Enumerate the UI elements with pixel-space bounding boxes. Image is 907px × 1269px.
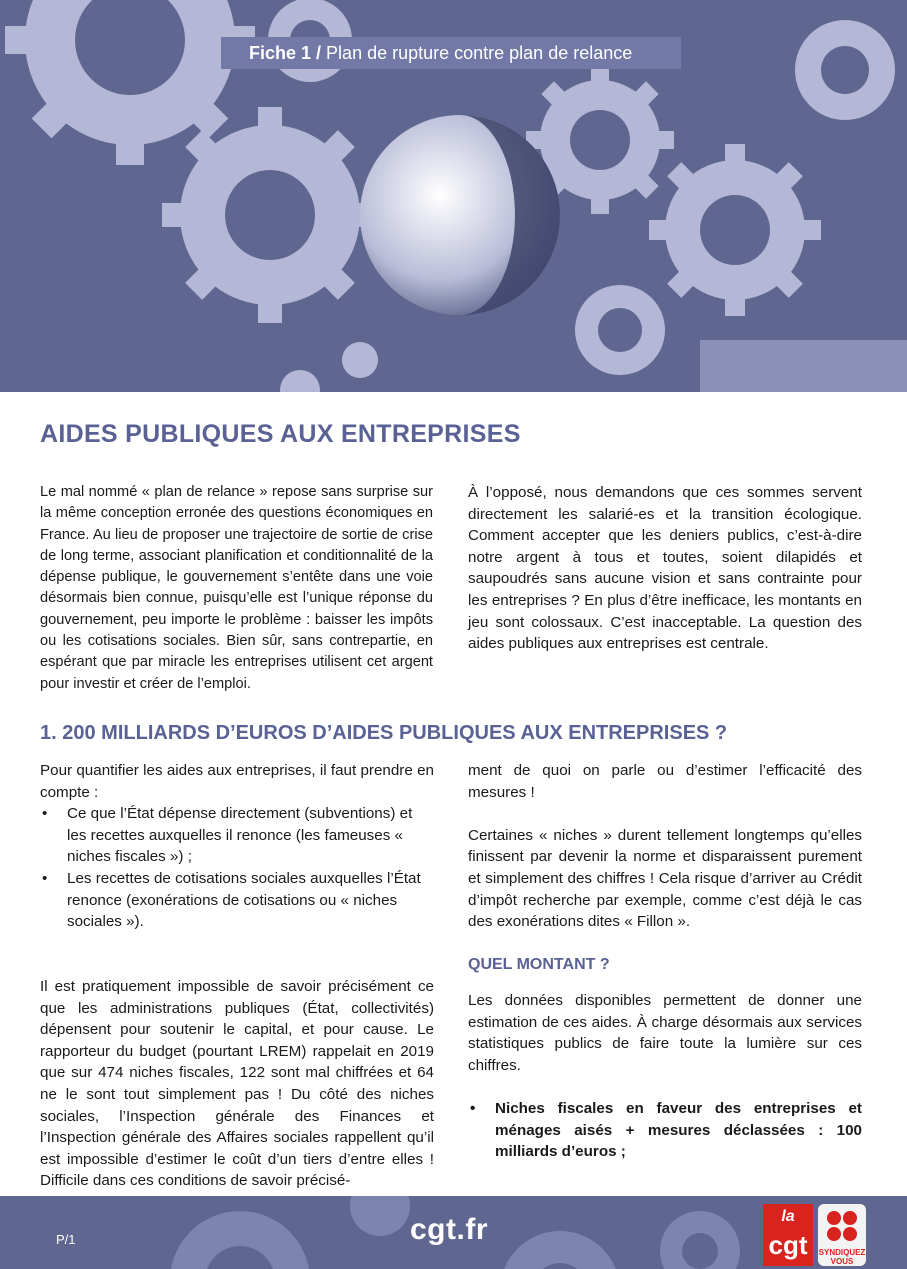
intro-left — [40, 482, 433, 695]
cgt-logo-la: la — [781, 1208, 795, 1225]
list-item: • Ce que l’État dépense directement (subventions) et les recettes auxquelles il renonce (les fameuses « niches fiscales ») ; — [40, 803, 434, 868]
cgt-logo — [763, 1204, 813, 1266]
people-icon — [818, 1206, 866, 1246]
subheading-paragraph: Les données disponibles permettent de donner une estimation de ces aides. À charge désormais aux services statistiques publics de faire toute la lumière sur ces chiffres. — [468, 991, 862, 1074]
page-title: AIDES PUBLIQUES AUX ENTREPRISES — [40, 420, 521, 448]
page-number: P/1 — [56, 1232, 76, 1247]
globe-icon — [360, 115, 560, 315]
subheading: QUEL MONTANT ? — [468, 956, 610, 974]
list-item: • Les recettes de cotisations sociales auxquelles l’État renonce (exonérations de cotisations ou « niches sociales »). — [40, 868, 434, 933]
section-paragraph-2: Certaines « niches » durent tellement longtemps qu’elles finissent par devenir la norme et disparaissent purement et simplement des chiffres ! Cela risque d’arriver au Crédit d’impôt recherche par exemple, comme c’est déjà le cas des exonérations dites « Fillon ». — [468, 826, 862, 931]
fiche-label: Fiche 1 / — [249, 43, 322, 63]
intro-right-text: À l’opposé, nous demandons que ces sommes servent directement les salarié-es et la transition écologique. Comment accepter que les deniers publics, c’est-à-dire notre argent à tous et toutes, soient dilapidés et saupoudrés sans aucune vision et sans contrainte pour les entreprises ? En plus d’être inefficace, les montants en jeu sont colossaux. C’est inacceptable. La question des aides publiques aux entreprises est centrale. — [468, 484, 862, 653]
section-right-column — [468, 760, 862, 1163]
section-lead: Pour quantifier les aides aux entreprises, il faut prendre en compte : — [40, 762, 434, 801]
site-link[interactable]: cgt.fr — [410, 1213, 488, 1246]
intro-right — [468, 482, 862, 655]
bullet-list — [40, 803, 434, 933]
section-continuation: ment de quoi on parle ou d’estimer l’efficacité des mesures ! — [468, 762, 862, 801]
section-left-column — [40, 760, 434, 1192]
fiche-banner — [221, 37, 681, 69]
cgt-logo-text: cgt — [768, 1230, 808, 1260]
intro-left-text: Le mal nommé « plan de relance » repose sans surprise sur la même conception erronée des questions économiques en France. Au lieu de proposer une trajectoire de sortie de crise de long terme, associant planification et conditionnalité de la dépense publique, le gouvernement s’entête dans une voie désormais bien connue, puisqu’elle est l’unique réponse du gouvernement, peu importe le problème : baisser les impôts ou les cotisations sociales. Bien sûr, sans contrepartie, en espérant que par miracle les entreprises utilisent cet argent pour investir et créer de l’emploi. — [40, 484, 433, 692]
syndiquez-logo — [818, 1204, 866, 1266]
section-paragraph: Il est pratiquement impossible de savoir précisément ce que les administrations publiques (État, collectivités) dépensent pour soutenir le capital, et pour cause. Le rapporteur du budget (pourtant LREM) rappelait en 2019 que sur 474 niches fiscales, 122 sont mal chiffrées et 64 ne le sont tout simplement pas ! Du côté des niches sociales, l’Inspection générale des Finances et l’Inspection générale des Affaires sociales rappellent qu’il est impossible d’estimer le coût d’un tiers d’entre elles ! Difficile dans ces conditions de savoir précisé- — [40, 977, 434, 1190]
syndiquez-text: SYNDIQUEZ VOUS — [818, 1248, 866, 1266]
fiche-title: Plan de rupture contre plan de relance — [326, 43, 633, 63]
list-item: • Niches fiscales en faveur des entreprises et ménages aisés + mesures déclassées : 100 milliards d’euros ; — [468, 1098, 862, 1163]
bold-bullet-list — [468, 1098, 862, 1163]
section-heading: 1. 200 MILLIARDS D’EUROS D’AIDES PUBLIQUES AUX ENTREPRISES ? — [40, 722, 728, 744]
